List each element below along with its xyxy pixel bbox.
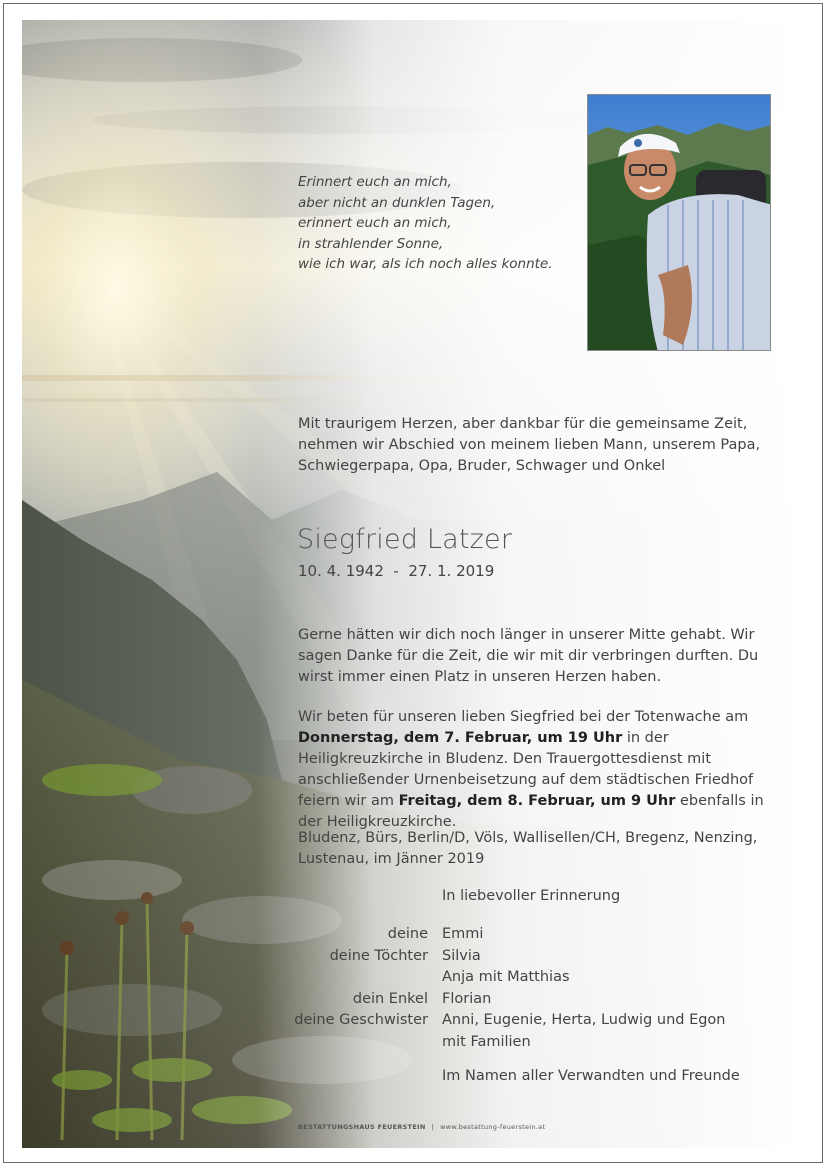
family-names: Anni, Eugenie, Herta, Ludwig und Egon bbox=[442, 1012, 726, 1028]
family-row bbox=[288, 1032, 726, 1054]
family-relation: deine Geschwister bbox=[294, 1012, 428, 1028]
farewell-paragraph: Gerne hätten wir dich noch länger in unserer Mitte gehabt. Wir sagen Danke für die Zeit, die wir mit dir verbringen durften. Du wirst immer einen Platz in unseren Herzen haben. bbox=[298, 627, 759, 685]
family-names: mit Familien bbox=[442, 1033, 531, 1050]
family-row bbox=[288, 1010, 726, 1032]
memorial-poem bbox=[298, 172, 553, 275]
poem-line: in strahlender Sonne, bbox=[298, 235, 444, 252]
poem-line: erinnert euch an mich, bbox=[298, 215, 452, 231]
poem-line: aber nicht an dunklen Tagen, bbox=[298, 194, 496, 211]
intro-text: Mit traurigem Herzen, aber dankbar für die gemeinsame Zeit, nehmen wir Abschied von meinem lieben Mann, unserem Papa, Schwiegerpapa, Opa, Bruder, Schwager und Onkel bbox=[298, 416, 761, 474]
portrait-photo bbox=[587, 94, 771, 351]
funeral-datetime: Freitag, dem 8. Februar, um 9 Uhr bbox=[398, 793, 676, 809]
family-row bbox=[288, 989, 726, 1011]
service-text: Wir beten für unseren lieben Siegfried bei der Totenwache am bbox=[298, 709, 749, 725]
poem-line: wie ich war, als ich noch alles konnte. bbox=[298, 256, 553, 272]
closing-line: Im Namen aller Verwandten und Freunde bbox=[442, 1068, 740, 1084]
wake-datetime: Donnerstag, dem 7. Februar, um 19 Uhr bbox=[298, 730, 623, 746]
footer-separator: | bbox=[431, 1123, 435, 1131]
family-list bbox=[288, 924, 726, 1053]
family-names: Florian bbox=[442, 990, 492, 1007]
service-text: in der Heiligkreuzkirche in Bludenz. Den Trauergottesdienst mit anschließender Urnenbeisetzung auf dem städtischen Friedhof feiern wir am bbox=[298, 730, 754, 809]
family-relation bbox=[288, 967, 442, 989]
deceased-name: Siegfried Latzer bbox=[297, 524, 513, 555]
family-row bbox=[288, 924, 726, 946]
funeral-home-website: www.bestattung-feuerstein.at bbox=[440, 1123, 546, 1131]
family-names: Emmi bbox=[442, 926, 484, 942]
family-relation bbox=[288, 1032, 442, 1054]
service-text: ebenfalls in der Heiligkreuzkirche. bbox=[298, 793, 764, 830]
family-row bbox=[288, 967, 726, 989]
family-relation: deine Töchter bbox=[329, 947, 428, 964]
service-paragraph bbox=[298, 707, 786, 833]
family-names: Silvia bbox=[442, 947, 481, 964]
poem-line: Erinnert euch an mich, bbox=[298, 174, 452, 190]
life-dates: 10. 4. 1942 - 27. 1. 2019 bbox=[298, 562, 495, 580]
family-names: Anja mit Matthias bbox=[442, 969, 570, 985]
family-relation: deine bbox=[387, 926, 428, 942]
memory-line: In liebevoller Erinnerung bbox=[442, 888, 621, 904]
footer bbox=[298, 1123, 545, 1131]
family-row bbox=[288, 946, 726, 968]
places-and-date: Bludenz, Bürs, Berlin/D, Völs, Wallisellen/CH, Bregenz, Nenzing, Lustenau, im Jänner 2019 bbox=[298, 830, 758, 867]
funeral-home-name: BESTATTUNGSHAUS FEUERSTEIN bbox=[298, 1123, 426, 1131]
family-relation: dein Enkel bbox=[352, 990, 428, 1007]
